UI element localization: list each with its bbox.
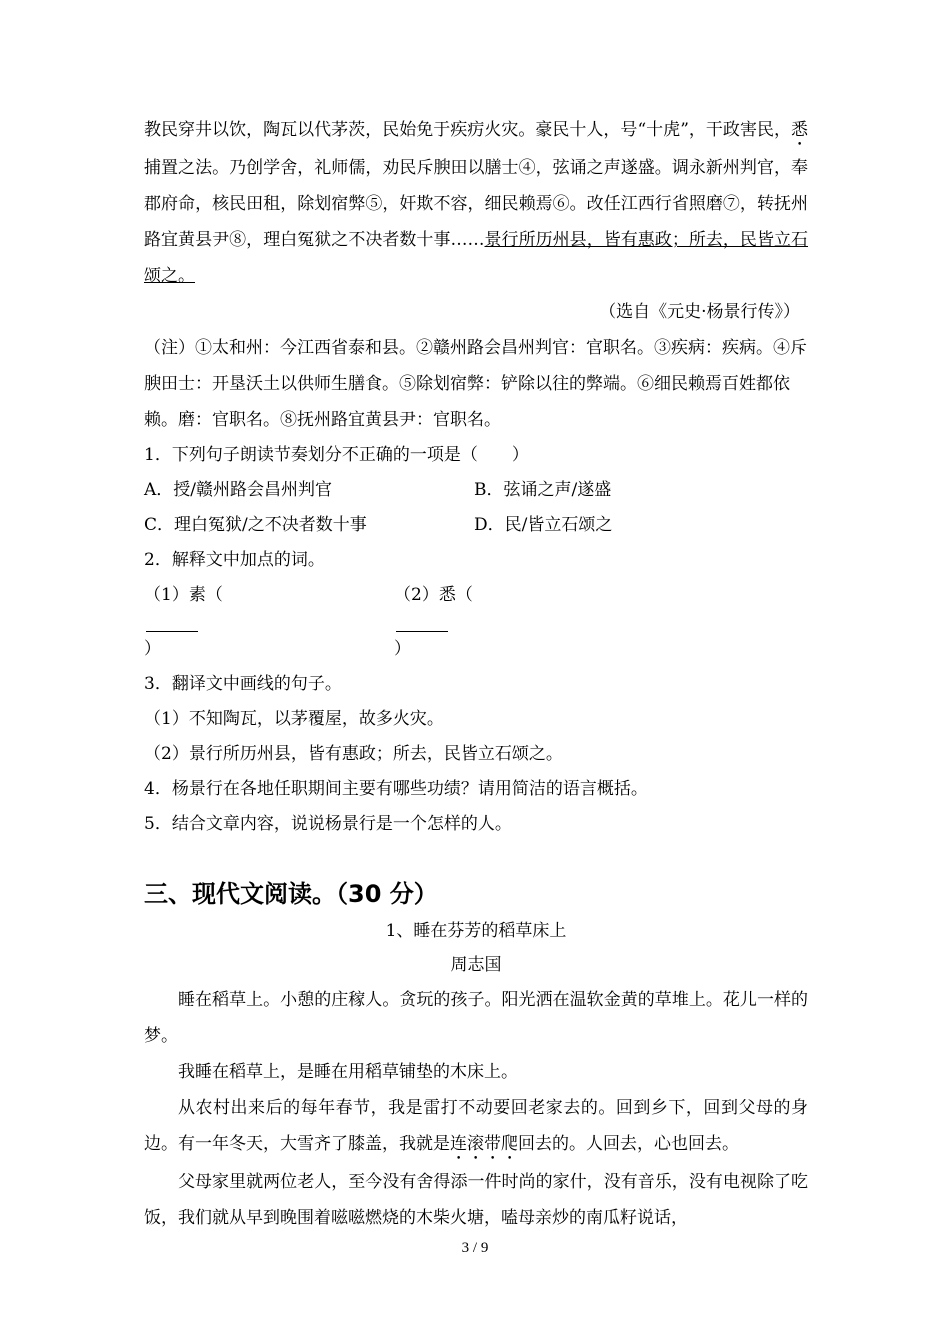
article-author: 周志国	[450, 955, 502, 975]
option-d: D．民/皆立石颂之	[474, 515, 613, 535]
question-3-item-1: （1）不知陶瓦，以茅覆屋，故多火灾。	[144, 709, 444, 729]
passage-source: （选自《元史·杨景行传》）	[599, 302, 800, 322]
answer-blank-2[interactable]	[396, 613, 448, 632]
article-paragraph-3: 从农村出来后的每年春节，我是雷打不动要回老家去的。回到乡下，回到父母的身边。有一年冬天，大雪齐了膝盖，我就是连滚带爬回去的。人回去，心也回去。	[144, 1098, 808, 1154]
option-b: B．弦诵之声/遂盛	[474, 480, 612, 500]
underlined-sentence: 景行所历州县，皆有惠政；所去，民皆立石颂之。	[144, 230, 809, 286]
option-a: A．授/赣州路会昌州判官	[144, 480, 333, 500]
question-3: 3．翻译文中画线的句子。	[144, 674, 342, 694]
answer-blank-1[interactable]	[146, 613, 198, 632]
article-paragraph-2: 我睡在稻草上，是睡在用稻草铺垫的木床上。	[178, 1062, 518, 1082]
article-paragraph-4: 父母家里就两位老人，至今没有舍得添一件时尚的家什，没有音乐，没有电视除了吃饭，我们就从早到晚围着嗞嗞燃烧的木柴火塘，嗑母亲炒的南瓜籽说话，	[144, 1172, 808, 1228]
article-paragraph-1: 睡在稻草上。小憩的庄稼人。贪玩的孩子。阳光洒在温软金黄的草堆上。花儿一样的梦。	[144, 990, 808, 1046]
question-3-item-2: （2）景行所历州县，皆有惠政；所去，民皆立石颂之。	[144, 744, 563, 764]
dotted-word-xi: 悉	[791, 120, 808, 140]
passage-line-1: 教民穿井以饮，陶瓦以代茅茨，民始免于疾疠火灾。豪民十人，号“十虎”，干政害民，	[144, 120, 791, 140]
question-1: 1．下列句子朗读节奏划分不正确的一项是（ ）	[144, 445, 529, 465]
passage-notes: （注）①太和州：今江西省泰和县。②赣州路会昌州判官：官职名。③疾病：疾病。④斥腴田士：开垦沃土以供师生膳食。⑤除划宿弊：铲除以往的弊端。⑥细民赖焉百姓都依赖。磨：官职名。⑧抚州路宜黄县尹：官职名。	[144, 338, 807, 430]
section-3-heading: 三、现代文阅读。（30 分）	[144, 880, 438, 908]
option-c: C．理白冤狱/之不决者数十事	[144, 515, 367, 535]
question-5: 5．结合文章内容，说说杨景行是一个怎样的人。	[144, 814, 512, 834]
dotted-phrase: 连滚带爬	[450, 1134, 518, 1154]
question-1-options-row-1	[144, 473, 808, 508]
question-2-item-1: （1）素（ ）	[144, 585, 223, 659]
question-4: 4．杨景行在各地任职期间主要有哪些功绩？请用简洁的语言概括。	[144, 779, 648, 799]
article-title: 1、睡在芬芳的稻草床上	[385, 921, 567, 941]
question-1-options-row-2	[144, 508, 808, 543]
document-page	[144, 112, 808, 1236]
page-number: 3 / 9	[461, 1240, 489, 1256]
passage-text	[144, 112, 808, 294]
question-2: 2．解释文中加点的词。	[144, 550, 325, 570]
passage-line-2: 捕置之法。乃创学舍，礼师儒，劝民斥腴田以膳士④，弦诵之声遂盛。调永新州判官，奉郡府命，核民田租，除划宿弊⑤，奸欺不容，细民赖焉⑥。改任江西行省照磨⑦，转抚州路宜黄县尹⑧，理白冤狱之不决者数十事……	[144, 158, 808, 250]
question-2-item-2: （2）悉（ ）	[394, 585, 473, 659]
question-2-blanks	[144, 578, 808, 667]
